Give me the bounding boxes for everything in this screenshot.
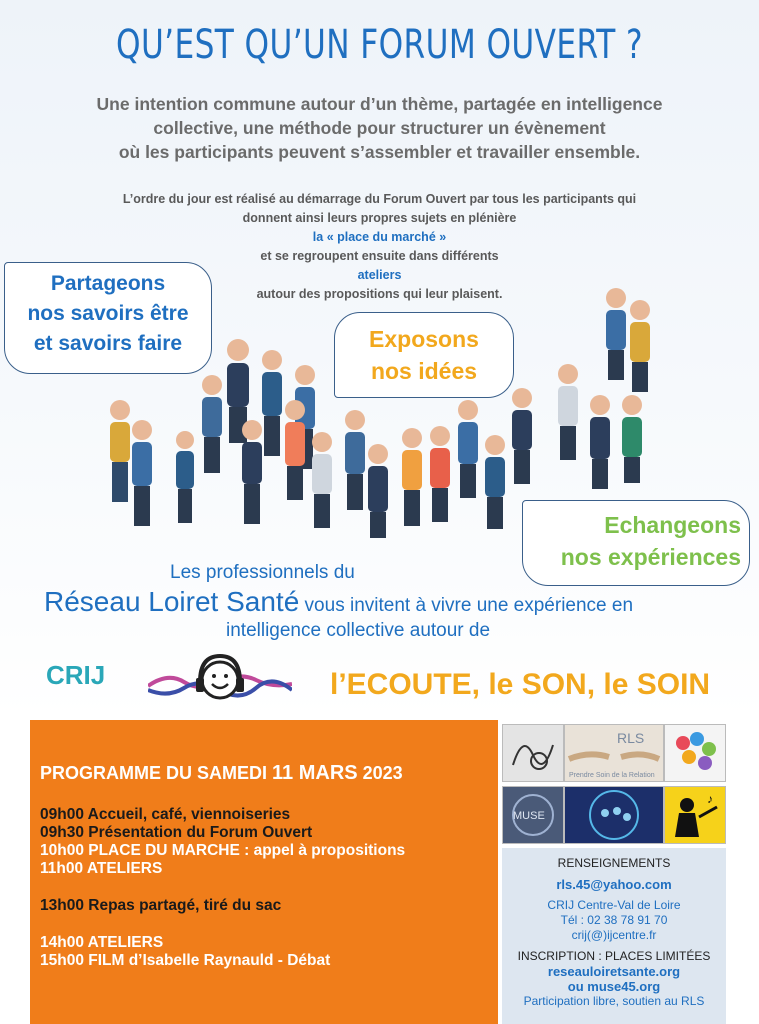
programme-item: 13h00 Repas partagé, tiré du sac — [40, 897, 282, 914]
handwritten-logo — [502, 724, 564, 782]
intro-line: Une intention commune autour d’un thème, partagée en intelligence — [96, 94, 663, 114]
muse-logo-text: MUSE — [513, 810, 545, 822]
bubble-share — [4, 262, 212, 374]
programme-panel — [30, 720, 498, 1024]
info-heading: RENSEIGNEMENTS — [557, 856, 671, 870]
intro-line: collective, une méthode pour structurer un évènement — [153, 118, 606, 138]
people-logo — [564, 786, 664, 844]
description-highlight: ateliers — [357, 268, 402, 282]
crij-logo — [44, 648, 106, 698]
description-line: donnent ainsi leurs propres sujets en plénière — [242, 211, 517, 225]
bubble-line: Echangeons — [604, 512, 741, 538]
music-logo — [148, 652, 292, 708]
bubble-exchange — [522, 500, 750, 586]
programme-title — [40, 762, 403, 785]
info-panel — [502, 848, 726, 1024]
bubble-expose — [334, 312, 514, 398]
programme-list — [40, 806, 405, 970]
invitation-line: intelligence collective autour de — [226, 620, 491, 641]
programme-item: 15h00 FILM d’Isabelle Raynauld - Débat — [40, 952, 331, 969]
programme-item: 09h00 Accueil, café, viennoiseries — [40, 806, 291, 823]
partner-logos — [502, 720, 726, 848]
crij-email[interactable]: crij(@)ijcentre.fr — [571, 928, 657, 942]
info-phone: Tél : 02 38 78 91 70 — [560, 913, 668, 927]
site-link-alt[interactable]: ou muse45.org — [567, 979, 661, 994]
theme-title: l’ECOUTE, le SON, le SOIN — [330, 668, 711, 701]
bubble-line: nos idées — [370, 358, 478, 384]
description-line: L’ordre du jour est réalisé au démarrage du Forum Ouvert par tous les participants qui — [122, 192, 637, 206]
participation-note: Participation libre, soutien au RLS — [523, 994, 705, 1008]
bubble-line: Partageons — [50, 272, 166, 295]
site-link[interactable]: reseauloiretsante.org — [547, 964, 681, 979]
muse-logo — [502, 786, 564, 844]
programme-year: 2023 — [357, 763, 403, 783]
musician-logo — [664, 786, 726, 844]
contact-email-link[interactable]: rls.45@yahoo.com — [556, 877, 672, 892]
bubble-line: Exposons — [369, 326, 479, 352]
bubble-line: nos expériences — [560, 544, 741, 570]
rls-logo — [564, 724, 664, 782]
description-highlight: la « place du marché » — [312, 230, 447, 244]
programme-item: 11h00 ATELIERS — [40, 860, 163, 877]
network-name: Réseau Loiret Santé — [44, 586, 300, 617]
bubble-line: et savoirs faire — [33, 332, 183, 355]
crij-logo-text: CRIJ — [46, 660, 106, 690]
programme-title-prefix: PROGRAMME DU SAMEDI — [40, 763, 273, 783]
page-title: QU’EST QU’UN FORUM OUVERT ? — [115, 22, 643, 68]
invitation-line — [44, 586, 633, 618]
rls-logo-text: RLS — [617, 730, 645, 746]
invitation-text: vous invitent à vivre une expérience en — [299, 595, 634, 616]
invitation-line: Les professionnels du — [170, 562, 355, 583]
programme-item: 10h00 PLACE DU MARCHE : appel à propositions — [40, 842, 406, 859]
intro-line: où les participants peuvent s’assembler et travailler ensemble. — [118, 142, 641, 162]
svg-text:♪: ♪ — [707, 792, 713, 806]
rls-logo-caption: Prendre Soin de la Relation — [569, 772, 655, 779]
network-logo — [664, 724, 726, 782]
programme-date: 11 MARS — [272, 762, 358, 784]
info-org: CRIJ Centre-Val de Loire — [547, 898, 681, 912]
bubble-line: nos savoirs être — [27, 302, 189, 325]
intro-text — [20, 92, 739, 164]
programme-item: 09h30 Présentation du Forum Ouvert — [40, 824, 313, 841]
inscription-note: INSCRIPTION : PLACES LIMITÉES — [517, 949, 711, 963]
description-line: et se regroupent ensuite dans différents — [260, 249, 499, 263]
description-line: autour des propositions qui leur plaisent. — [256, 287, 503, 301]
programme-item: 14h00 ATELIERS — [40, 934, 164, 951]
